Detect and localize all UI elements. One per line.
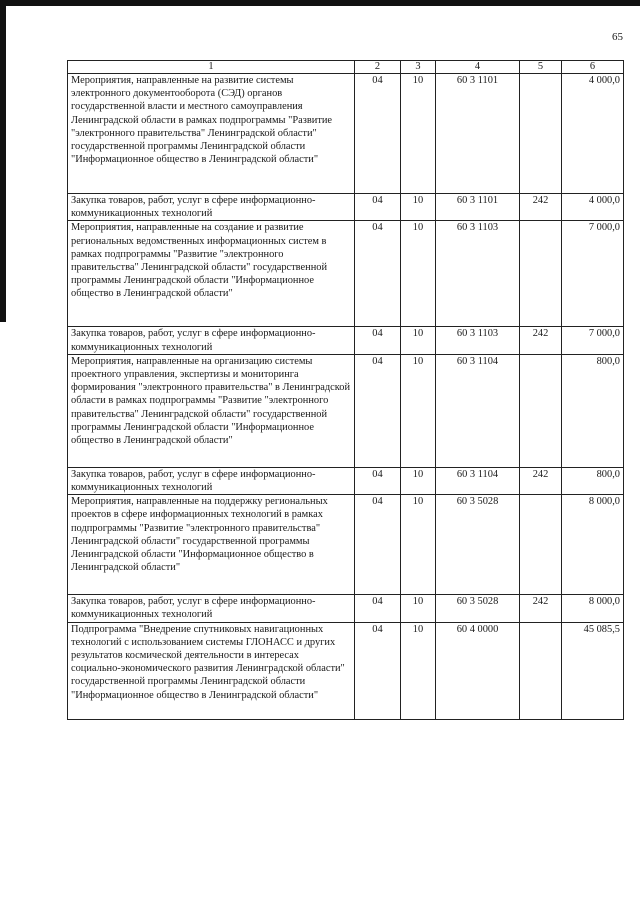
row-name: Подпрограмма "Внедрение спутниковых навигационных технологий с использованием системы ГЛОНАСС и других результатов космической деятельности в интересах социально-экономического развития Ленинградской области" государственной программы Ленинградской области "Информационное общество в Ленинградской области" — [68, 622, 355, 719]
row-target: 60 3 1104 — [436, 467, 520, 494]
row-sum: 45 085,5 — [562, 622, 624, 719]
row-name: Закупка товаров, работ, услуг в сфере информационно-коммуникационных технологий — [68, 595, 355, 622]
row-subsection: 10 — [401, 622, 436, 719]
row-name: Мероприятия, направленные на организацию системы проектного управления, экспертизы и мониторинга формирования "электронного правительства" в Ленинградской области в рамках подпрограммы "Развитие "электронного правительства" Ленинградской области" государственной программы Ленинградской области "Информационное общество в Ленинградской области" — [68, 354, 355, 467]
row-subsection: 10 — [401, 74, 436, 194]
row-subsection: 10 — [401, 467, 436, 494]
row-target: 60 3 1103 — [436, 221, 520, 327]
row-expense — [520, 74, 562, 194]
row-expense — [520, 221, 562, 327]
row-target: 60 3 1101 — [436, 74, 520, 194]
row-target: 60 4 0000 — [436, 622, 520, 719]
row-name: Закупка товаров, работ, услуг в сфере информационно-коммуникационных технологий — [68, 467, 355, 494]
row-target: 60 3 5028 — [436, 495, 520, 595]
row-target: 60 3 1103 — [436, 327, 520, 354]
row-sum: 7 000,0 — [562, 327, 624, 354]
row-section: 04 — [355, 194, 401, 221]
row-section: 04 — [355, 327, 401, 354]
column-header-target: 4 — [436, 61, 520, 74]
row-expense: 242 — [520, 194, 562, 221]
row-sum: 800,0 — [562, 467, 624, 494]
table-row — [68, 327, 624, 354]
row-name: Мероприятия, направленные на поддержку региональных проектов в сфере информационных технологий в рамках подпрограммы "Развитие "электронного правительства" Ленинградской области" государственной программы Ленинградской области "Информационное общество в Ленинградской области" — [68, 495, 355, 595]
table-header-row — [68, 61, 624, 74]
budget-table — [67, 60, 624, 720]
row-expense: 242 — [520, 595, 562, 622]
row-subsection: 10 — [401, 354, 436, 467]
row-section: 04 — [355, 467, 401, 494]
table-row — [68, 595, 624, 622]
row-name: Мероприятия, направленные на развитие системы электронного документооборота (СЭД) органов государственной власти и местного самоуправления Ленинградской области в рамках подпрограммы "Развитие "электронного правительства" Ленинградской области" государственной программы Ленинградской области "Информационное общество в Ленинградской области" — [68, 74, 355, 194]
scan-edge-top — [0, 0, 640, 6]
row-subsection: 10 — [401, 595, 436, 622]
row-section: 04 — [355, 595, 401, 622]
row-name: Закупка товаров, работ, услуг в сфере информационно-коммуникационных технологий — [68, 327, 355, 354]
table-row — [68, 495, 624, 595]
row-expense: 242 — [520, 467, 562, 494]
page-number: 65 — [612, 31, 623, 43]
row-sum: 800,0 — [562, 354, 624, 467]
row-section: 04 — [355, 495, 401, 595]
row-expense — [520, 354, 562, 467]
row-section: 04 — [355, 622, 401, 719]
row-name: Закупка товаров, работ, услуг в сфере информационно-коммуникационных технологий — [68, 194, 355, 221]
row-target: 60 3 5028 — [436, 595, 520, 622]
table-row — [68, 467, 624, 494]
row-section: 04 — [355, 74, 401, 194]
table-row — [68, 622, 624, 719]
column-header-sum: 6 — [562, 61, 624, 74]
row-sum: 7 000,0 — [562, 221, 624, 327]
table-row — [68, 354, 624, 467]
row-target: 60 3 1104 — [436, 354, 520, 467]
column-header-subsection: 3 — [401, 61, 436, 74]
row-subsection: 10 — [401, 495, 436, 595]
row-subsection: 10 — [401, 327, 436, 354]
column-header-section: 2 — [355, 61, 401, 74]
row-subsection: 10 — [401, 221, 436, 327]
row-section: 04 — [355, 221, 401, 327]
row-expense — [520, 622, 562, 719]
table-row — [68, 74, 624, 194]
column-header-expense: 5 — [520, 61, 562, 74]
row-expense: 242 — [520, 327, 562, 354]
row-name: Мероприятия, направленные на создание и развитие региональных ведомственных информационных систем в рамках подпрограммы "Развитие "электронного правительства" Ленинградской области" государственной программы Ленинградской области "Информационное общество в Ленинградской области" — [68, 221, 355, 327]
row-section: 04 — [355, 354, 401, 467]
table-row — [68, 221, 624, 327]
column-header-name: 1 — [68, 61, 355, 74]
row-sum: 4 000,0 — [562, 194, 624, 221]
scan-edge-left — [0, 0, 6, 322]
row-expense — [520, 495, 562, 595]
row-subsection: 10 — [401, 194, 436, 221]
table-row — [68, 194, 624, 221]
row-sum: 8 000,0 — [562, 495, 624, 595]
row-sum: 4 000,0 — [562, 74, 624, 194]
row-sum: 8 000,0 — [562, 595, 624, 622]
row-target: 60 3 1101 — [436, 194, 520, 221]
